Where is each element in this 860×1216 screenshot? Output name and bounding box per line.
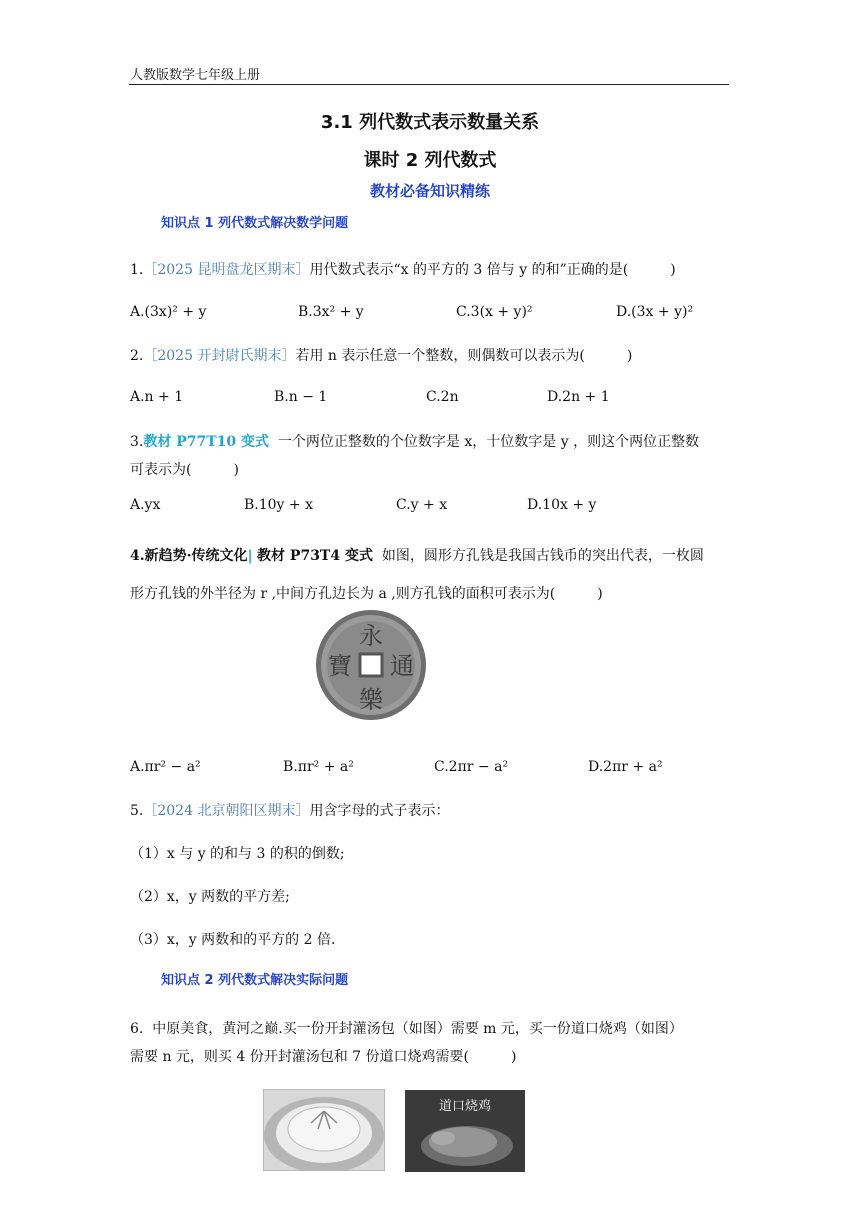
q1-option-b: B.3x² + y	[298, 304, 364, 320]
soup-dumpling-image	[263, 1089, 385, 1171]
question-text-line2: 可表示为( )	[130, 462, 239, 478]
question-number: 1.	[130, 262, 144, 278]
q2-option-c: C.2n	[426, 389, 459, 405]
q2-option-d: D.2n + 1	[547, 389, 610, 405]
trend-tag: 新趋势·传统文化	[144, 548, 248, 564]
q5-item-1: （1）x 与 y 的和与 3 的积的倒数;	[130, 846, 345, 862]
q2-option-b: B.n − 1	[274, 389, 328, 405]
roast-chicken-image	[405, 1090, 525, 1172]
q4-option-c: C.2πr − a²	[434, 759, 509, 775]
question-6	[130, 1015, 730, 1071]
lesson-title: 课时 2 列代数式	[363, 150, 497, 171]
knowledge-point-2: 知识点 2 列代数式解决实际问题	[161, 973, 349, 988]
page-header: 人教版数学七年级上册	[130, 68, 261, 83]
textbook-tag: 教材 P77T10 变式	[143, 434, 270, 450]
question-3	[130, 428, 730, 484]
question-text: 用代数式表示“x 的平方的 3 倍与 y 的和”正确的是( )	[309, 262, 676, 278]
question-5	[130, 797, 730, 825]
q1-option-c: C.3(x + y)²	[456, 304, 533, 320]
question-source: ［2024 北京朝阳区期末］	[143, 803, 310, 819]
q3-option-a: A.yx	[130, 497, 161, 513]
question-1	[130, 256, 730, 284]
q5-item-3: （3）x，y 两数和的平方的 2 倍.	[130, 932, 336, 948]
q3-option-d: D.10x + y	[527, 497, 597, 513]
q4-option-b: B.πr² + a²	[283, 759, 354, 775]
q3-option-b: B.10y + x	[244, 497, 313, 513]
q4-option-a: A.πr² − a²	[130, 759, 201, 775]
question-text-line1: 中原美食，黄河之巅.买一份开封灌汤包（如图）需要 m 元，买一份道口烧鸡（如图）	[152, 1021, 683, 1037]
q2-option-a: A.n + 1	[130, 389, 184, 405]
question-text: 用含字母的式子表示：	[309, 803, 450, 819]
knowledge-point-1: 知识点 1 列代数式解决数学问题	[161, 216, 349, 231]
question-source: ［2025 开封尉氏期末］	[143, 348, 296, 364]
ancient-coin-image	[314, 608, 428, 722]
coin-char-right: 通	[390, 652, 414, 680]
question-4	[130, 537, 730, 613]
q5-item-2: （2）x，y 两数的平方差;	[130, 889, 290, 905]
q1-option-d: D.(3x + y)²	[616, 304, 694, 320]
main-title: 3.1 列代数式表示数量关系	[320, 112, 540, 133]
chicken-label: 道口烧鸡	[438, 1099, 492, 1114]
textbook-tag: 教材 P73T4 变式	[257, 548, 373, 564]
question-text: 若用 n 表示任意一个整数，则偶数可以表示为( )	[295, 348, 633, 364]
question-text-line2: 形方孔钱的外半径为 r ,中间方孔边长为 a ,则方孔钱的面积可表示为( )	[130, 586, 603, 602]
header-rule	[129, 84, 729, 85]
q4-option-d: D.2πr + a²	[588, 759, 663, 775]
question-text-line2: 需要 n 元，则买 4 份开封灌汤包和 7 份道口烧鸡需要( )	[130, 1049, 517, 1065]
question-number: 5.	[130, 803, 144, 819]
coin-char-bottom: 樂	[359, 686, 383, 714]
question-text-line1: 如图，圆形方孔钱是我国古钱币的突出代表，一枚圆	[381, 548, 704, 564]
question-number: 3.	[130, 434, 144, 450]
coin-char-left: 寶	[328, 652, 352, 680]
question-2	[130, 342, 730, 370]
question-number: 6.	[130, 1021, 144, 1037]
question-number: 2.	[130, 348, 144, 364]
tag-separator: |	[247, 548, 253, 564]
question-text-line1: 一个两位正整数的个位数字是 x，十位数字是 y ，则这个两位正整数	[277, 434, 700, 450]
q1-option-a: A.(3x)² + y	[130, 304, 207, 320]
section-title: 教材必备知识精练	[369, 182, 490, 200]
coin-char-top: 永	[359, 622, 383, 650]
q3-option-c: C.y + x	[396, 497, 448, 513]
question-number: 4.	[130, 548, 145, 564]
question-source: ［2025 昆明盘龙区期末］	[143, 262, 310, 278]
